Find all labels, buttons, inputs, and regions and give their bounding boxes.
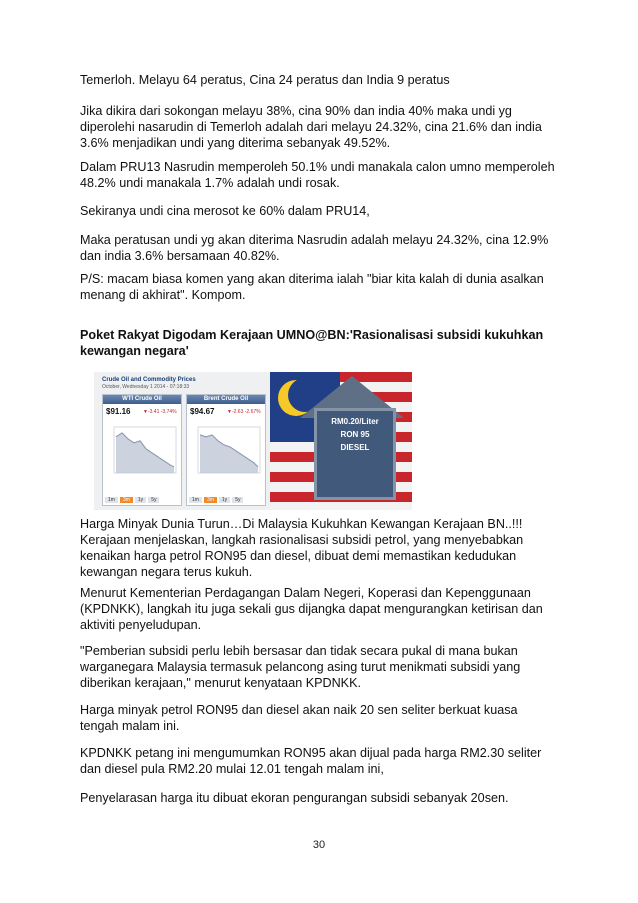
wti-tab-3m: 3m [120,497,133,503]
brent-label: Brent Crude Oil [187,395,265,404]
paragraph-price-increase: Harga minyak petrol RON95 dan diesel akan naik 20 sen seliter berkuat kuasa tengah malam ini. [80,703,518,733]
brent-tab-1y: 1y [219,497,230,503]
sign-diesel: DIESEL [340,443,370,452]
price-sign [314,408,396,500]
paragraph-projection: Maka peratusan undi yg akan diterima Nasrudin adalah melayu 24.32%, cina 12.9% dan india 3.6% bersamaan 40.82%. [80,233,549,263]
page-number: 30 [312,839,326,851]
wti-label: WTI Crude Oil [103,395,181,404]
paragraph-kpdnkk: Menurut Kementerian Perdagangan Dalam Negeri, Koperasi dan Kepenggunaan (KPDNKK), langkah itu juga sekali gus dijangka dapat mengurangkan ketirisan dan aktiviti penyeludupan. [80,586,543,632]
paragraph-vote-calculation: Jika dikira dari sokongan melayu 38%, cina 90% dan india 40% maka undi yg diperolehi nasarudin di Temerloh adalah dari melayu 24.32%, cina 21.6% dan india 3.6% menjadikan undi yang diterima sebanyak 49.52%. [80,104,542,150]
brent-tab-1m: 1m [189,497,202,503]
paragraph-ps-note: P/S: macam biasa komen yang akan diterima ialah "biar kita kalah di dunia asalkan menang di akhirat". Kompom. [80,272,544,302]
wti-tab-1m: 1m [105,497,118,503]
article-heading: Poket Rakyat Digodam Kerajaan UMNO@BN:'Rasionalisasi subsidi kukuhkan kewangan negara' [80,328,544,358]
widget-date: October, Wednesday 1 2014 - 07:18:33 [102,384,190,390]
paragraph-intro: Harga Minyak Dunia Turun…Di Malaysia Kukuhkan Kewangan Kerajaan BN..!!! Kerajaan menjelaskan, langkah rasionalisasi subsidi petrol, yang menyebabkan kenaikan harga petrol RON95 dan diesel, dibuat demi memastikan kedudukan kewangan negara terus kukuh. [80,517,524,579]
paragraph-quote: "Pemberian subsidi perlu lebih bersasar dan tidak secara pukal di mana bukan warganegara Malaysia termasuk pelancong asing turut menikmati subsidi yang diberikan kerajaan," menurut kenyataan KPDNKK. [80,644,521,690]
brent-range-tabs [189,497,245,503]
paragraph-adjustment: Penyelarasan harga itu dibuat ekoran pengurangan subsidi sebanyak 20sen. [80,791,509,805]
sign-price: RM0.20/Liter [331,417,379,426]
brent-tab-5y: 5y [232,497,243,503]
wti-price: $91.16 [106,407,131,416]
malaysia-flag-graphic [270,372,412,510]
paragraph-ethnic-composition: Temerloh. Melayu 64 peratus, Cina 24 peratus dan India 9 peratus [80,73,450,87]
brent-tab-3m: 3m [204,497,217,503]
wti-tab-5y: 5y [148,497,159,503]
widget-title: Crude Oil and Commodity Prices [102,377,196,383]
paragraph-announcement: KPDNKK petang ini mengumumkan RON95 akan dijual pada harga RM2.30 seliter dan diesel pula RM2.20 mulai 12.01 tengah malam ini, [80,746,542,776]
brent-card [186,394,266,506]
paragraph-pru13-result: Dalam PRU13 Nasrudin memperoleh 50.1% undi manakala calon umno memperoleh 48.2% undi manakala 1.7% adalah undi rosak. [80,160,555,190]
sign-ron95: RON 95 [340,430,370,439]
brent-change: ▼-2.63 -2.67% [227,409,261,415]
wti-card [102,394,182,506]
wti-tab-1y: 1y [135,497,146,503]
brent-price: $94.67 [190,407,215,416]
oil-price-widget [94,372,270,510]
paragraph-scenario: Sekiranya undi cina merosot ke 60% dalam PRU14, [80,204,370,218]
wti-range-tabs [105,497,161,503]
wti-sparkline [104,423,180,483]
article-image [94,372,412,510]
wti-change: ▼-3.41 -3.74% [143,409,177,415]
brent-sparkline [188,423,264,483]
